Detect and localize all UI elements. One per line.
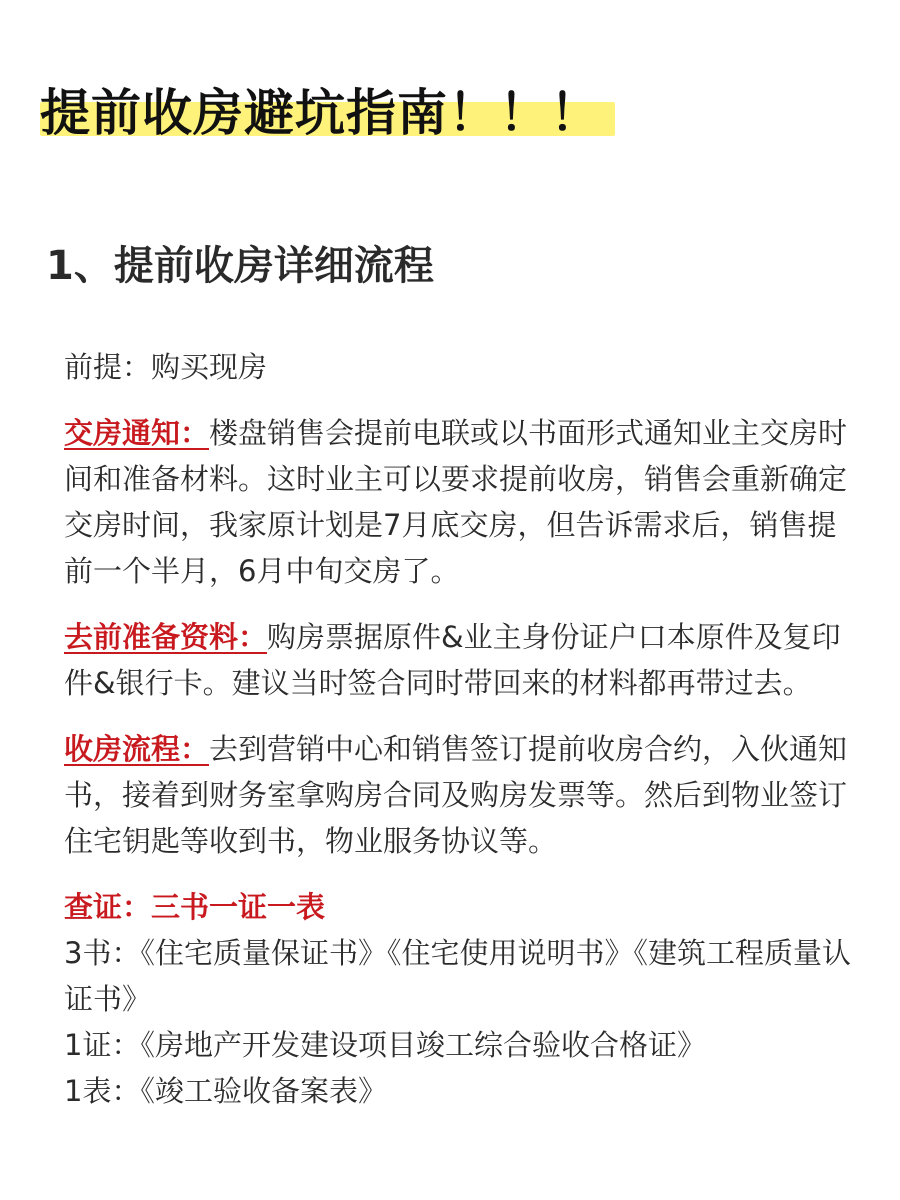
notice-label: 交房通知： xyxy=(64,416,210,450)
check-section xyxy=(64,884,854,1114)
section-heading: 1、提前收房详细流程 xyxy=(46,243,434,289)
process-text: 去到营销中心和销售签订提前收房合约，入伙通知书，接着到财务室拿购房合同及购房发票等。然后到物业签订住宅钥匙等收到书，物业服务协议等。 xyxy=(64,732,848,858)
check-table: 1表：《竣工验收备案表》 xyxy=(64,1074,387,1108)
materials-text: 购房票据原件&业主身份证户口本原件及复印件&银行卡。建议当时签合同时带回来的材料都再带过去。 xyxy=(64,620,841,700)
process-label: 收房流程： xyxy=(64,732,210,766)
main-title: 提前收房避坑指南！！！ xyxy=(40,84,601,142)
spacer xyxy=(64,864,854,884)
materials-paragraph xyxy=(64,614,854,706)
spacer xyxy=(64,390,854,410)
materials-label: 去前准备资料： xyxy=(64,620,268,654)
process-paragraph xyxy=(64,726,854,864)
check-certificate: 1证：《房地产开发建设项目竣工综合验收合格证》 xyxy=(64,1028,706,1062)
notice-paragraph xyxy=(64,410,854,594)
main-title-wrap xyxy=(40,82,601,144)
check-label: 查证：三书一证一表 xyxy=(64,890,326,924)
check-books: 3书：《住宅质量保证书》《住宅使用说明书》《建筑工程质量认证书》 xyxy=(64,936,851,1016)
content-body xyxy=(64,344,854,1114)
premise-text: 前提：购买现房 xyxy=(64,350,268,384)
notice-text: 楼盘销售会提前电联或以书面形式通知业主交房时间和准备材料。这时业主可以要求提前收房，销售会重新确定交房时间，我家原计划是7月底交房，但告诉需求后，销售提前一个半月，6月中旬交房了。 xyxy=(64,416,848,588)
spacer xyxy=(64,594,854,614)
spacer xyxy=(64,706,854,726)
